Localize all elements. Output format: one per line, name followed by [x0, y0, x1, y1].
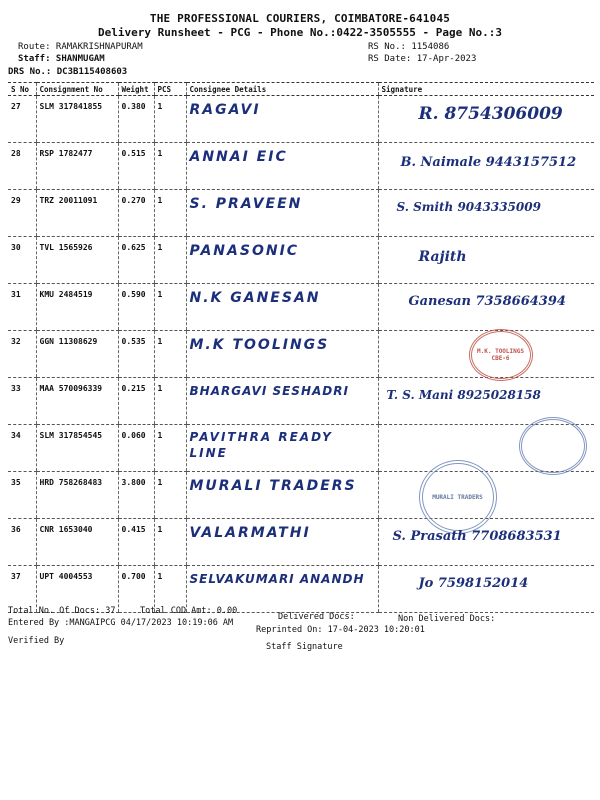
signature: S. Prasath 7708683531 [392, 529, 562, 544]
table-header-row [8, 83, 594, 96]
weight: 0.515 [118, 143, 154, 190]
signature: MURALI TRADERS [432, 493, 483, 501]
signature: R. 8754306009 [418, 104, 563, 124]
consignee: N.K GANESAN [186, 284, 378, 331]
col-sno: S No [8, 83, 36, 96]
weight: 0.625 [118, 237, 154, 284]
table-row [8, 96, 594, 143]
sno: 37 [8, 566, 36, 613]
sno: 31 [8, 284, 36, 331]
weight: 0.060 [118, 425, 154, 472]
col-consignee: Consignee Details [186, 83, 378, 96]
signature-cell [378, 331, 594, 378]
reprinted-on: Reprinted On: 17-04-2023 10:20:01 [256, 625, 425, 635]
signature-cell [378, 519, 594, 566]
consignment-no: HRD 758268483 [36, 472, 118, 519]
runsheet-table [8, 82, 594, 613]
consignee: S. PRAVEEN [186, 190, 378, 237]
company-title: THE PROFESSIONAL COURIERS, COIMBATORE-641045 [149, 12, 451, 25]
table-row [8, 378, 594, 425]
company-stamp [519, 417, 587, 475]
weight: 0.380 [118, 96, 154, 143]
weight: 3.800 [118, 472, 154, 519]
consignment-no: GGN 11308629 [36, 331, 118, 378]
sno: 27 [8, 96, 36, 143]
pcs: 1 [154, 566, 186, 613]
staff-signature: Staff Signature [266, 642, 343, 652]
col-signature: Signature [378, 83, 594, 96]
header-left [18, 41, 143, 65]
sno: 36 [8, 519, 36, 566]
pcs: 1 [154, 472, 186, 519]
table-row [8, 190, 594, 237]
total-cod: Total COD Amt: 0.00 [140, 606, 238, 616]
pcs: 1 [154, 143, 186, 190]
company-stamp [469, 329, 533, 381]
table-row [8, 519, 594, 566]
signature-cell [378, 425, 594, 472]
consignment-no: KMU 2484519 [36, 284, 118, 331]
route: Route: RAMAKRISHNAPURAM [18, 42, 143, 52]
header-right [368, 41, 476, 65]
consignment-no: RSP 1782477 [36, 143, 118, 190]
weight: 0.535 [118, 331, 154, 378]
consignee: PANASONIC [186, 237, 378, 284]
signature-cell [378, 190, 594, 237]
sno: 30 [8, 237, 36, 284]
weight: 0.590 [118, 284, 154, 331]
consignee: PAVITHRA READY LINE [186, 425, 378, 472]
consignee: MURALI TRADERS [186, 472, 378, 519]
signature: S. Smith 9043335009 [396, 200, 541, 214]
weight: 0.270 [118, 190, 154, 237]
signature-cell [378, 96, 594, 143]
table-row [8, 425, 594, 472]
total-docs: Total No. Of Docs: 37 [8, 606, 116, 616]
table-row [8, 237, 594, 284]
consignee: SELVAKUMARI ANANDH [186, 566, 378, 613]
sno: 28 [8, 143, 36, 190]
consignment-no: SLM 317841855 [36, 96, 118, 143]
sno: 32 [8, 331, 36, 378]
pcs: 1 [154, 284, 186, 331]
staff: Staff: SHANMUGAM [18, 54, 105, 64]
pcs: 1 [154, 519, 186, 566]
col-consignment: Consignment No [36, 83, 118, 96]
col-weight: Weight [118, 83, 154, 96]
drs-number: DRS No.: DC3B115408603 [8, 67, 128, 77]
pcs: 1 [154, 378, 186, 425]
signature: B. Naimale 9443157512 [400, 155, 577, 170]
signature-cell [378, 237, 594, 284]
pcs: 1 [154, 96, 186, 143]
consignment-no: CNR 1653040 [36, 519, 118, 566]
consignment-no: TVL 1565926 [36, 237, 118, 284]
pcs: 1 [154, 237, 186, 284]
table-row [8, 331, 594, 378]
signature: Rajith [418, 249, 467, 265]
runsheet-subtitle: Delivery Runsheet - PCG - Phone No.:0422-3505555 - Page No.:3 [98, 26, 502, 39]
table-row [8, 472, 594, 519]
consignment-no: SLM 317854545 [36, 425, 118, 472]
table-row [8, 284, 594, 331]
entered-by: Entered By :MANGAIPCG 04/17/2023 10:19:06 AM [8, 618, 234, 628]
pcs: 1 [154, 190, 186, 237]
signature: T. S. Mani 8925028158 [386, 388, 541, 402]
signature-cell [378, 566, 594, 613]
signature-cell [378, 284, 594, 331]
pcs: 1 [154, 331, 186, 378]
signature-cell [378, 472, 594, 519]
pcs: 1 [154, 425, 186, 472]
signature: Ganesan 7358664394 [408, 294, 566, 309]
rs-date: RS Date: 17-Apr-2023 [368, 54, 477, 64]
consignee: M.K TOOLINGS [186, 331, 378, 378]
delivered-docs: Delivered Docs: [278, 612, 355, 622]
consignment-no: UPT 4004553 [36, 566, 118, 613]
signature-cell [378, 143, 594, 190]
rs-number: RS No.: 1154086 [368, 42, 450, 52]
table-row [8, 143, 594, 190]
sno: 33 [8, 378, 36, 425]
consignee: BHARGAVI SESHADRI [186, 378, 378, 425]
consignment-no: TRZ 20011091 [36, 190, 118, 237]
sno: 35 [8, 472, 36, 519]
weight: 0.215 [118, 378, 154, 425]
signature: Jo 7598152014 [418, 576, 529, 591]
weight: 0.415 [118, 519, 154, 566]
consignee: ANNAI EIC [186, 143, 378, 190]
consignment-no: MAA 570096339 [36, 378, 118, 425]
signature: M.K. TOOLINGS CBE-6 [477, 348, 524, 362]
weight: 0.700 [118, 566, 154, 613]
consignee: RAGAVI [186, 96, 378, 143]
verified-by: Verified By [8, 636, 65, 646]
sno: 29 [8, 190, 36, 237]
non-delivered-docs: Non Delivered Docs: [398, 614, 496, 624]
col-pcs: PCS [154, 83, 186, 96]
consignee: VALARMATHI [186, 519, 378, 566]
sno: 34 [8, 425, 36, 472]
